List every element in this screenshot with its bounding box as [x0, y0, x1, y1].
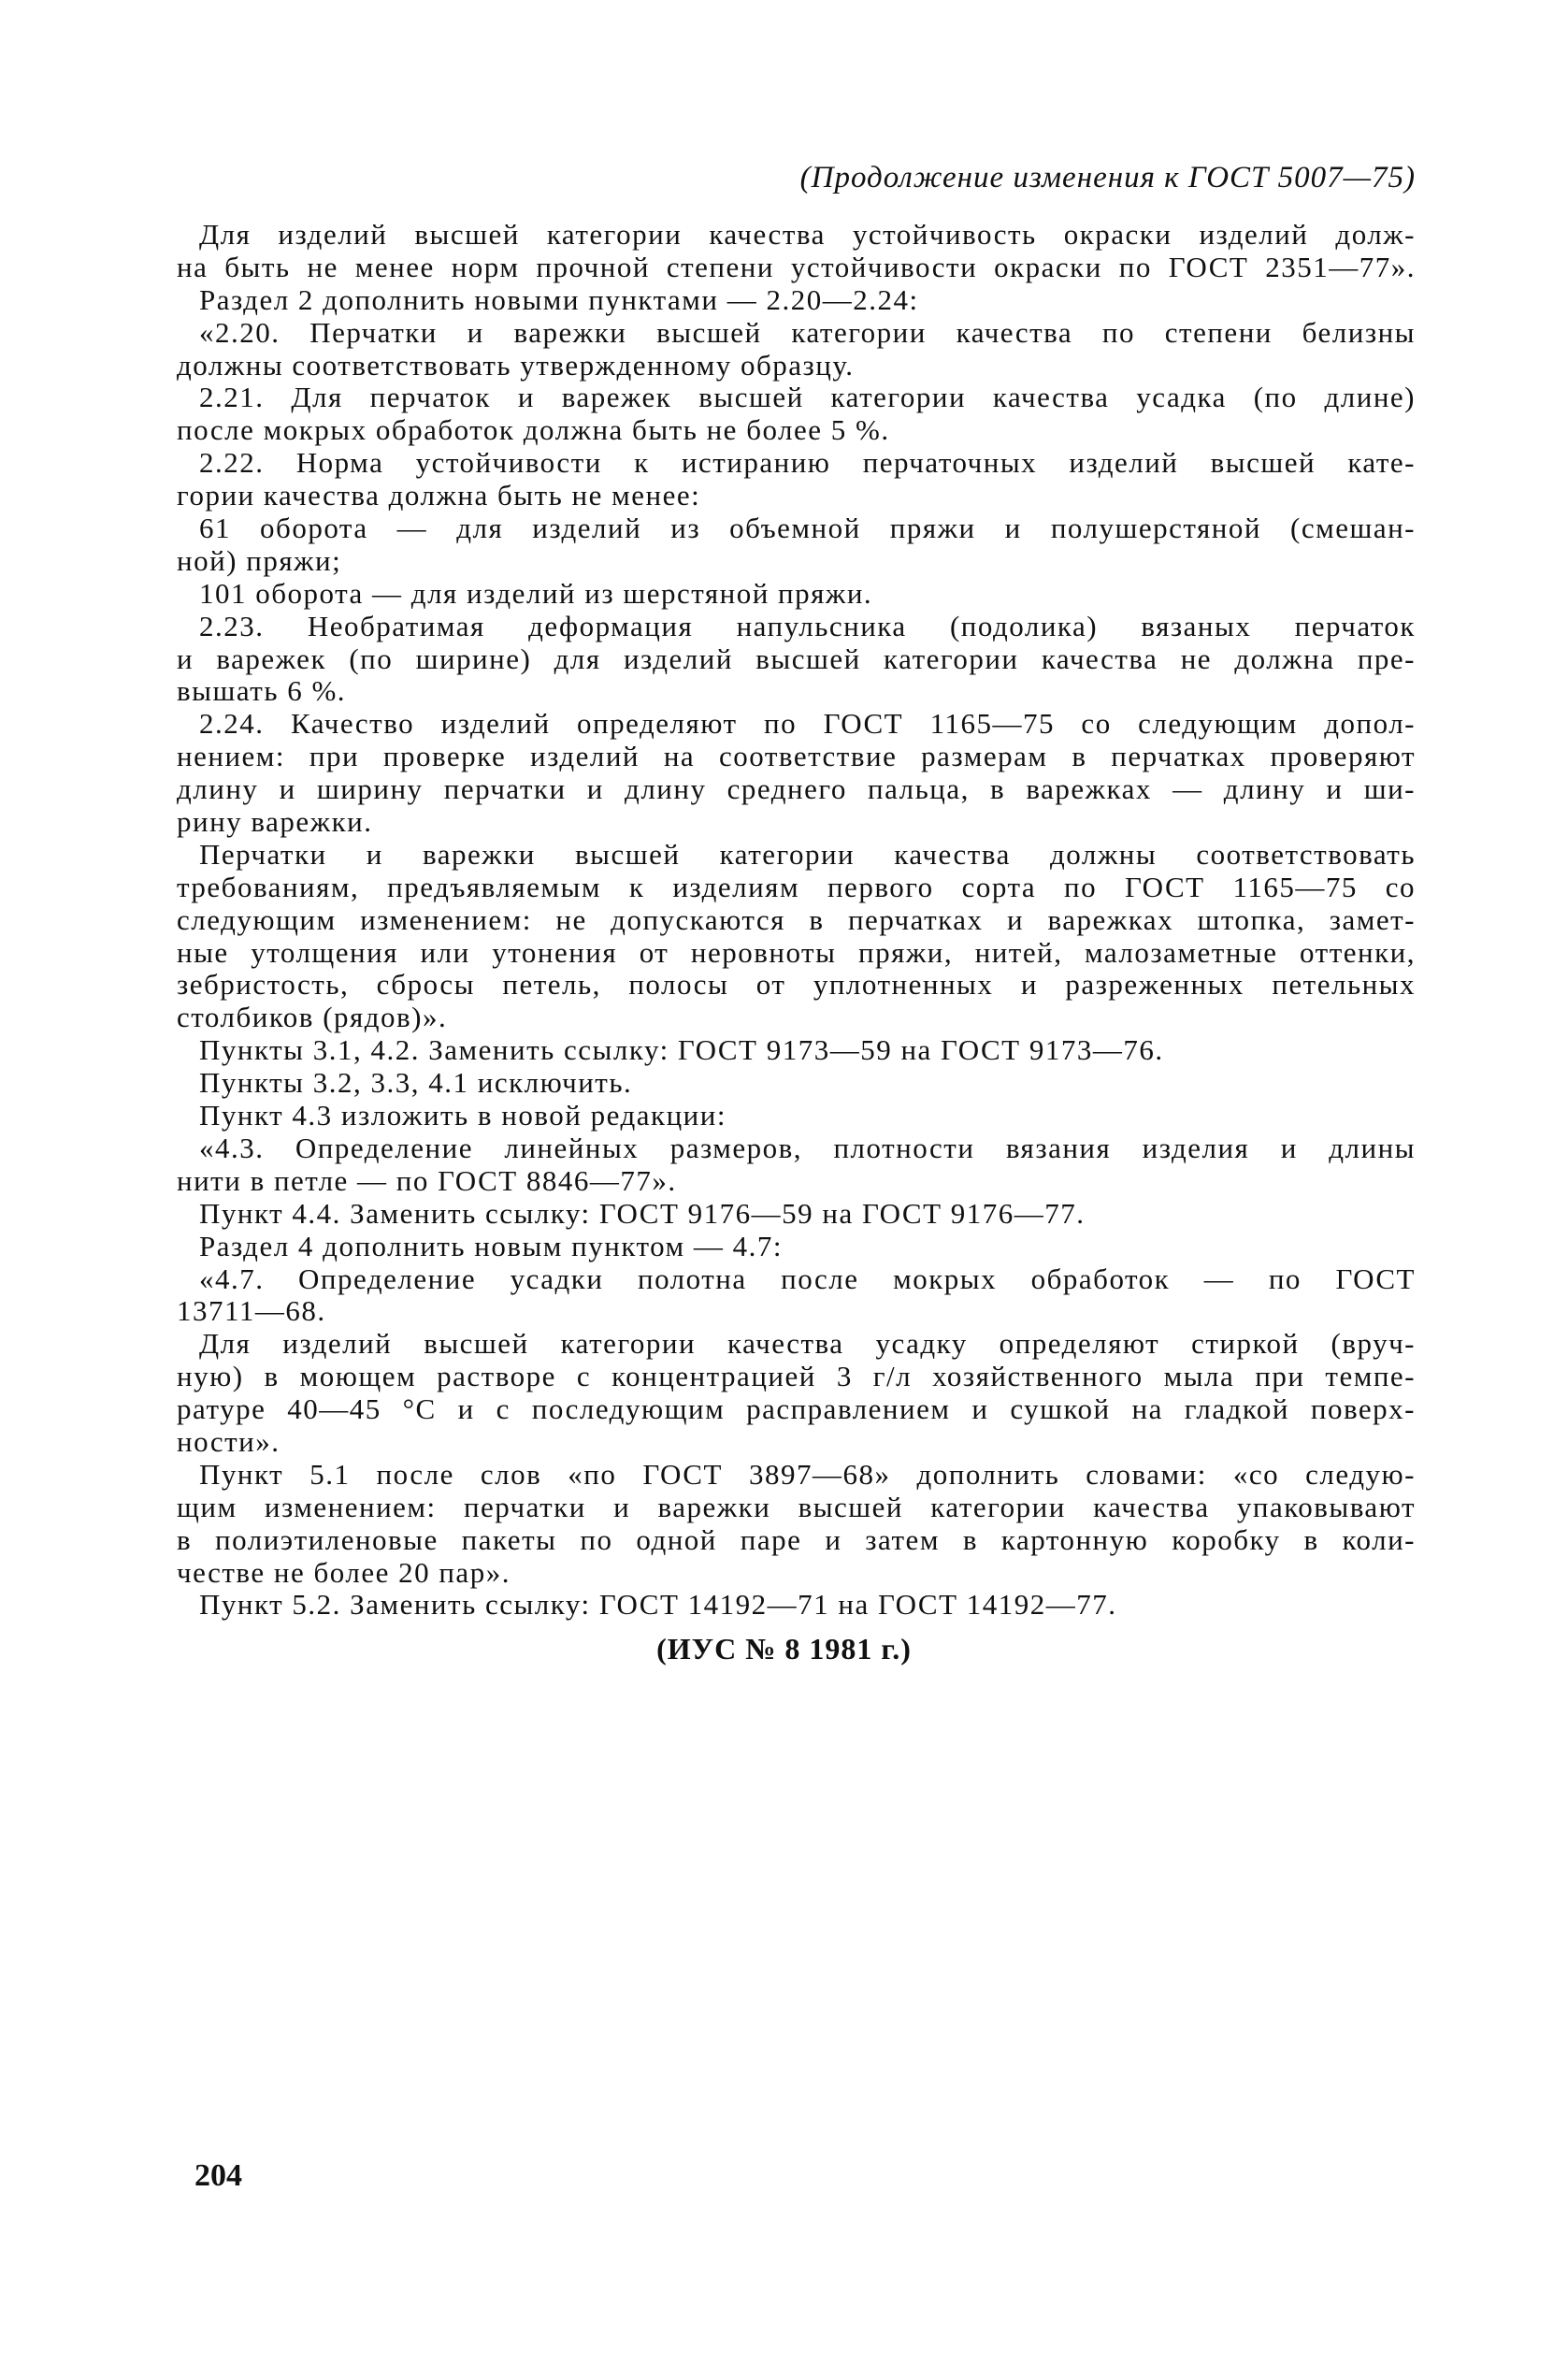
text-line: «4.3. Определение линейных размеров, плотности вязания изделия и длины	[199, 1131, 1416, 1164]
paragraph	[177, 1100, 1416, 1132]
text-line: ной) пряжи;	[177, 543, 342, 577]
text-line: нением: при проверке изделий на соответствие размерам в перчатках проверяют	[177, 740, 1416, 773]
text-line: честве не более 20 пар».	[177, 1555, 511, 1589]
paragraph	[177, 382, 1416, 447]
text-line: следующим изменением: не допускаются в перчатках и варежках штопка, замет-	[177, 902, 1416, 936]
text-line: Для изделий высшей категории качества усадку определяют стиркой (вруч-	[199, 1327, 1416, 1361]
text-line: Пункт 4.3 изложить в новой редакции:	[199, 1099, 726, 1132]
text-line: «2.20. Перчатки и варежки высшей категории качества по степени белизны	[199, 315, 1416, 349]
paragraph	[177, 447, 1416, 512]
text-line: зебристость, сбросы петель, полосы от уплотненных и разреженных петельных	[177, 968, 1416, 1002]
paragraph	[177, 1328, 1416, 1459]
paragraph	[177, 219, 1416, 284]
text-line: рину варежки.	[177, 805, 373, 839]
paragraph	[177, 839, 1416, 1034]
running-header: (Продолжение изменения к ГОСТ 5007—75)	[799, 161, 1416, 195]
text-line: столбиков (рядов)».	[177, 1001, 448, 1034]
text-line: 2.24. Качество изделий определяют по ГОСТ 1165—75 со следующим допол-	[199, 707, 1416, 741]
text-line: Пункты 3.2, 3.3, 4.1 исключить.	[199, 1066, 633, 1100]
paragraph	[177, 611, 1416, 709]
text-line: 61 оборота — для изделий из объемной пряжи и полушерстяной (смешан-	[199, 512, 1416, 545]
paragraph	[177, 512, 1416, 578]
paragraph	[177, 708, 1416, 839]
text-line: нити в петле — по ГОСТ 8846—77».	[177, 1163, 677, 1197]
text-line: Пункт 5.2. Заменить ссылку: ГОСТ 14192—71 на ГОСТ 14192—77.	[199, 1588, 1117, 1622]
paragraph	[177, 1132, 1416, 1198]
paragraph	[177, 317, 1416, 382]
text-line: 2.22. Норма устойчивости к истиранию перчаточных изделий высшей кате-	[199, 446, 1416, 480]
text-line: должны соответствовать утвержденному образцу.	[177, 348, 855, 382]
text-line: в полиэтиленовые пакеты по одной паре и затем в картонную коробку в коли-	[177, 1522, 1416, 1556]
text-line: Перчатки и варежки высшей категории качества должны соответствовать	[199, 837, 1416, 871]
text-line: на быть не менее норм прочной степени устойчивости окраски по ГОСТ 2351—77».	[177, 250, 1416, 283]
paragraph	[177, 1459, 1416, 1590]
text-line: 2.23. Необратимая деформация напульсника (подолика) вязаных перчаток	[199, 609, 1416, 642]
document-body	[177, 219, 1416, 1622]
page-number: 204	[194, 2158, 242, 2193]
text-line: и варежек (по ширине) для изделий высшей категории качества не должна пре-	[177, 642, 1416, 675]
text-line: вышать 6 %.	[177, 674, 347, 708]
text-line: «4.7. Определение усадки полотна после мокрых обработок — по ГОСТ	[199, 1262, 1416, 1295]
paragraph	[177, 1067, 1416, 1100]
text-line: Раздел 4 дополнить новым пунктом — 4.7:	[199, 1229, 784, 1262]
paragraph	[177, 284, 1416, 317]
text-line: ную) в моющем растворе с концентрацией 3 г/л хозяйственного мыла при темпе-	[177, 1360, 1416, 1393]
text-line: длину и ширину перчатки и длину среднего пальца, в варежках — длину и ши-	[177, 772, 1416, 806]
text-line: 101 оборота — для изделий из шерстяной пряжи.	[199, 576, 873, 610]
text-line: после мокрых обработок должна быть не более 5 %.	[177, 413, 890, 447]
text-line: ратуре 40—45 °С и с последующим расправлением и сушкой на гладкой поверх-	[177, 1392, 1416, 1426]
text-line: 13711—68.	[177, 1294, 326, 1328]
text-line: Пункт 5.1 после слов «по ГОСТ 3897—68» дополнить словами: «со следую-	[199, 1457, 1416, 1491]
text-line: ные утолщения или утонения от неровноты пряжи, нитей, малозаметные оттенки,	[177, 935, 1416, 969]
text-line: гории качества должна быть не менее:	[177, 479, 701, 512]
text-line: Раздел 2 дополнить новыми пунктами — 2.20—2.24:	[199, 282, 919, 316]
text-line: 2.21. Для перчаток и варежек высшей категории качества усадка (по длине)	[199, 381, 1416, 414]
text-line: ности».	[177, 1424, 281, 1458]
paragraph	[177, 1231, 1416, 1263]
text-line: Для изделий высшей категории качества устойчивость окраски изделий долж-	[199, 218, 1416, 251]
paragraph	[177, 578, 1416, 611]
paragraph	[177, 1198, 1416, 1231]
text-line: щим изменением: перчатки и варежки высшей категории качества упаковывают	[177, 1490, 1416, 1523]
paragraph	[177, 1589, 1416, 1622]
text-line: Пункт 4.4. Заменить ссылку: ГОСТ 9176—59 на ГОСТ 9176—77.	[199, 1196, 1086, 1230]
source-reference: (ИУС № 8 1981 г.)	[656, 1632, 912, 1666]
paragraph	[177, 1263, 1416, 1329]
text-line: требованиям, предъявляемым к изделиям первого сорта по ГОСТ 1165—75 со	[177, 870, 1416, 903]
text-line: Пункты 3.1, 4.2. Заменить ссылку: ГОСТ 9173—59 на ГОСТ 9173—76.	[199, 1033, 1164, 1067]
paragraph	[177, 1034, 1416, 1067]
